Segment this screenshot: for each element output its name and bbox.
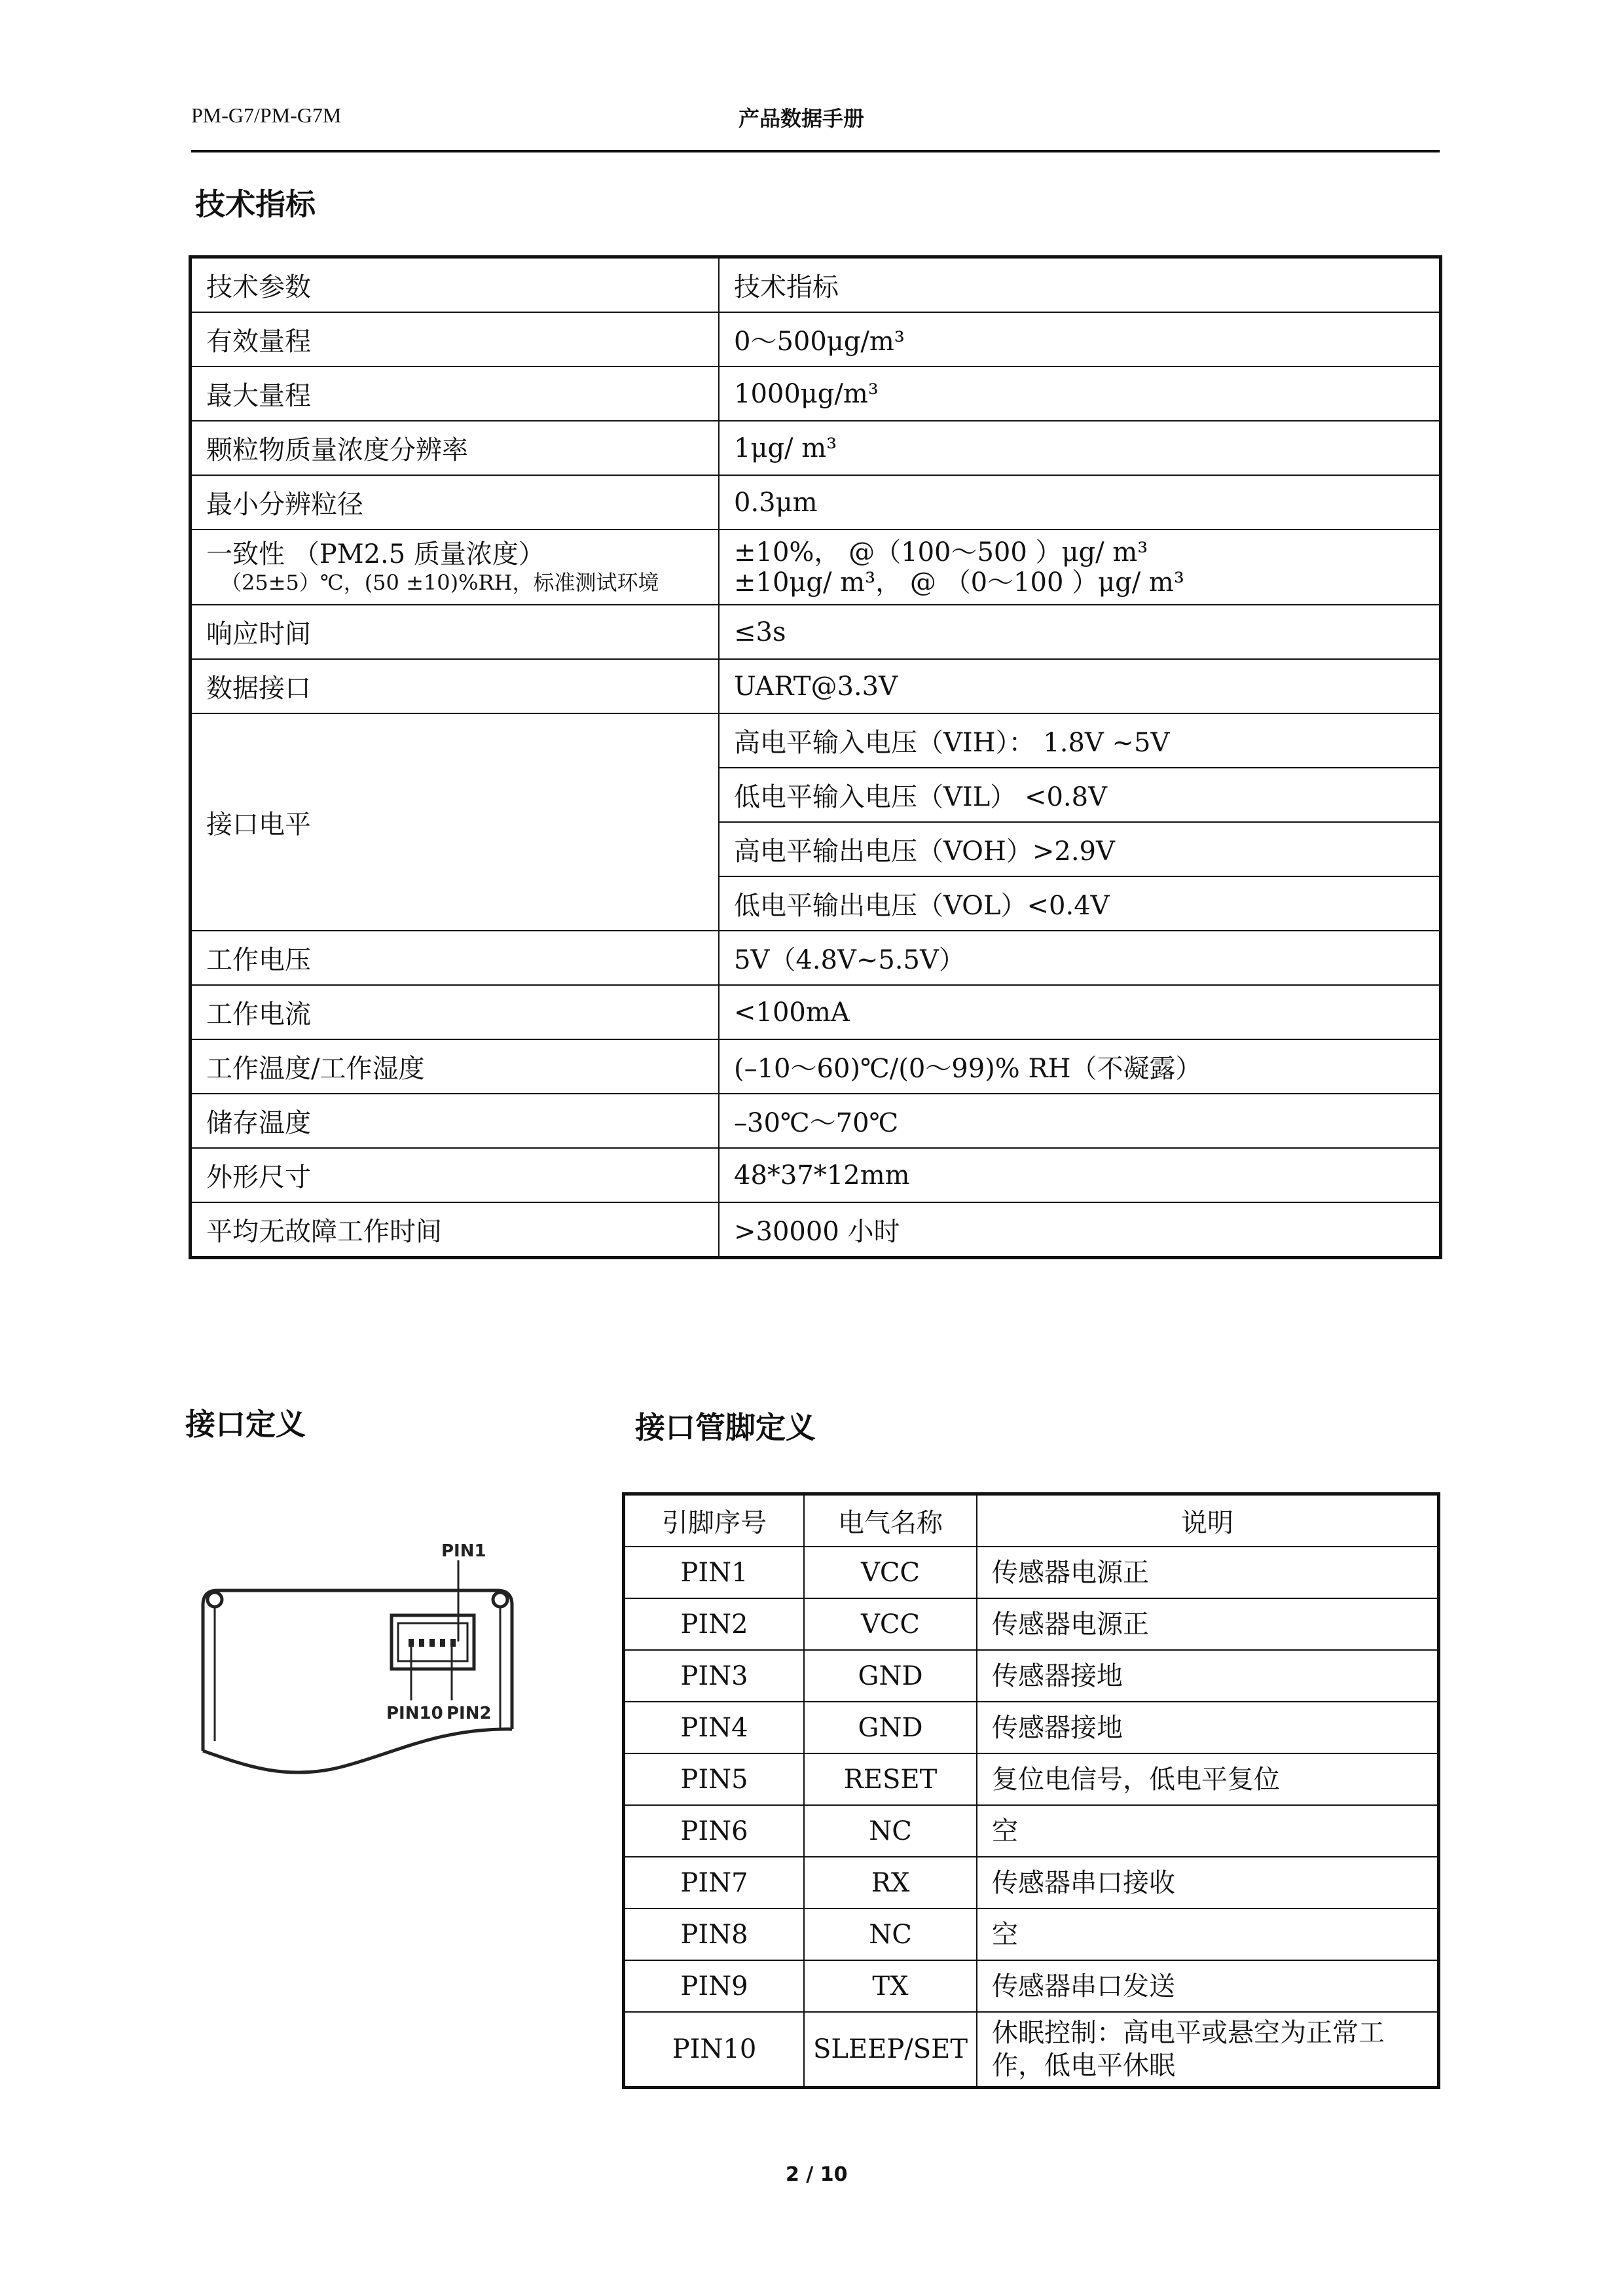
pin-signal: GND bbox=[804, 1702, 977, 1753]
pin-header-desc: 说明 bbox=[977, 1494, 1439, 1547]
pin-description: 传感器接地 bbox=[977, 1650, 1439, 1702]
section-title-interface: 接口定义 bbox=[185, 1407, 306, 1442]
connector-diagram bbox=[190, 1532, 530, 1787]
pin-signal: GND bbox=[804, 1650, 977, 1702]
spec-param bbox=[191, 529, 720, 605]
spec-param: 最大量程 bbox=[191, 367, 720, 421]
pin-number: PIN10 bbox=[624, 2012, 805, 2088]
spec-value: (–10～60)℃/(0～99)% RH（不凝露） bbox=[719, 1039, 1441, 1094]
spec-value: 0～500μg/m³ bbox=[719, 312, 1441, 367]
pin1-label: PIN1 bbox=[441, 1541, 486, 1561]
pin-description: 空 bbox=[977, 1805, 1439, 1857]
spec-param: 颗粒物质量浓度分辨率 bbox=[191, 421, 720, 475]
section-title-pin-definition: 接口管脚定义 bbox=[635, 1410, 816, 1445]
spec-param: 响应时间 bbox=[191, 605, 720, 659]
corner-hole-left bbox=[208, 1592, 222, 1607]
spec-row bbox=[191, 1202, 1441, 1258]
spec-value: >30000 小时 bbox=[719, 1202, 1441, 1258]
spec-param: 外形尺寸 bbox=[191, 1148, 720, 1202]
spec-value: 1μg/ m³ bbox=[719, 421, 1441, 475]
spec-row bbox=[191, 1039, 1441, 1094]
pin-signal: TX bbox=[804, 1960, 977, 2012]
pin-number: PIN3 bbox=[624, 1650, 805, 1702]
page-number: 2 / 10 bbox=[786, 2163, 848, 2186]
pin-row bbox=[624, 1805, 1439, 1857]
spec-value: –30℃～70℃ bbox=[719, 1094, 1441, 1148]
spec-row bbox=[191, 1148, 1441, 1202]
spec-param: 平均无故障工作时间 bbox=[191, 1202, 720, 1258]
pin-number: PIN9 bbox=[624, 1960, 805, 2012]
spec-row bbox=[191, 421, 1441, 475]
section-title-specs: 技术指标 bbox=[195, 187, 316, 222]
spec-row bbox=[191, 1094, 1441, 1148]
pin-row bbox=[624, 1547, 1439, 1598]
spec-param: 储存温度 bbox=[191, 1094, 720, 1148]
pin-signal: RESET bbox=[804, 1753, 977, 1805]
spec-value: <100mA bbox=[719, 985, 1441, 1039]
pin-description: 传感器串口发送 bbox=[977, 1960, 1439, 2012]
spec-param: 工作温度/工作湿度 bbox=[191, 1039, 720, 1094]
pin-number: PIN7 bbox=[624, 1857, 805, 1909]
doc-model-label: PM-G7/PM-G7M bbox=[191, 103, 342, 127]
pin-description: 传感器电源正 bbox=[977, 1547, 1439, 1598]
module-cut-edge bbox=[203, 1729, 512, 1772]
pin-row bbox=[624, 1598, 1439, 1650]
pin-header-row bbox=[624, 1494, 1439, 1547]
spec-row bbox=[191, 367, 1441, 421]
pin-table bbox=[622, 1492, 1440, 2089]
pin-number: PIN8 bbox=[624, 1909, 805, 1960]
spec-row-consistency bbox=[191, 529, 1441, 605]
pin-row bbox=[624, 1650, 1439, 1702]
pin-number: PIN2 bbox=[624, 1598, 805, 1650]
spec-value: 0.3μm bbox=[719, 475, 1441, 529]
spec-param: 有效量程 bbox=[191, 312, 720, 367]
spec-header-row bbox=[191, 257, 1441, 313]
spec-row bbox=[191, 659, 1441, 713]
spec-value: 高电平输入电压（VIH）： 1.8V ~5V bbox=[719, 713, 1441, 768]
spec-table bbox=[189, 255, 1442, 1259]
spec-row bbox=[191, 931, 1441, 985]
spec-row bbox=[191, 312, 1441, 367]
consistency-value-line1: ±10%， @（100～500 ）μg/ m³ bbox=[734, 537, 1148, 567]
spec-value: 48*37*12mm bbox=[719, 1148, 1441, 1202]
pin-row bbox=[624, 1702, 1439, 1753]
spec-param: 工作电流 bbox=[191, 985, 720, 1039]
module-top-edge bbox=[203, 1590, 512, 1605]
pin-description: 传感器串口接收 bbox=[977, 1857, 1439, 1909]
spec-row bbox=[191, 475, 1441, 529]
consistency-note: （25±5）℃，(50 ±10)%RH，标准测试环境 bbox=[221, 569, 659, 595]
pin-number: PIN6 bbox=[624, 1805, 805, 1857]
pin2-label: PIN2 bbox=[447, 1704, 492, 1723]
pin-description: 空 bbox=[977, 1909, 1439, 1960]
spec-param: 接口电平 bbox=[191, 713, 720, 931]
spec-value: 高电平输出电压（VOH）>2.9V bbox=[719, 822, 1441, 876]
spec-value: ≤3s bbox=[719, 605, 1441, 659]
spec-header-param: 技术参数 bbox=[191, 257, 720, 313]
spec-value: 低电平输出电压（VOL）<0.4V bbox=[719, 876, 1441, 931]
pin-row bbox=[624, 1960, 1439, 2012]
pin-row bbox=[624, 1857, 1439, 1909]
consistency-label: 一致性 （PM2.5 质量浓度） bbox=[206, 539, 545, 569]
pin-signal: RX bbox=[804, 1857, 977, 1909]
spec-value: 5V（4.8V~5.5V） bbox=[719, 931, 1441, 985]
spec-param: 最小分辨粒径 bbox=[191, 475, 720, 529]
spec-value: 1000μg/m³ bbox=[719, 367, 1441, 421]
pin-signal: NC bbox=[804, 1909, 977, 1960]
pin-signal: NC bbox=[804, 1805, 977, 1857]
spec-row-interface-level bbox=[191, 713, 1441, 768]
pin-header-name: 电气名称 bbox=[804, 1494, 977, 1547]
pin-row bbox=[624, 1753, 1439, 1805]
spec-value: 低电平输入电压（VIL） <0.8V bbox=[719, 768, 1441, 822]
corner-hole-right bbox=[493, 1592, 507, 1607]
consistency-value-line2: ±10μg/ m³， @ （0～100 ）μg/ m³ bbox=[734, 567, 1184, 598]
doc-type-label: 产品数据手册 bbox=[739, 106, 865, 131]
pin-number: PIN5 bbox=[624, 1753, 805, 1805]
pin-description: 复位电信号，低电平复位 bbox=[977, 1753, 1439, 1805]
pin-row bbox=[624, 1909, 1439, 1960]
pin-description: 传感器接地 bbox=[977, 1702, 1439, 1753]
spec-value: UART@3.3V bbox=[719, 659, 1441, 713]
pin-description: 休眠控制：高电平或悬空为正常工作，低电平休眠 bbox=[977, 2012, 1439, 2088]
pin-description: 传感器电源正 bbox=[977, 1598, 1439, 1650]
pin-row bbox=[624, 2012, 1439, 2088]
pin-number: PIN4 bbox=[624, 1702, 805, 1753]
pin-header-number: 引脚序号 bbox=[624, 1494, 805, 1547]
pin-signal: VCC bbox=[804, 1547, 977, 1598]
header-divider bbox=[191, 150, 1440, 152]
pin-signal: VCC bbox=[804, 1598, 977, 1650]
spec-row bbox=[191, 985, 1441, 1039]
spec-value bbox=[719, 529, 1441, 605]
spec-row bbox=[191, 605, 1441, 659]
spec-param: 数据接口 bbox=[191, 659, 720, 713]
spec-header-value: 技术指标 bbox=[719, 257, 1441, 313]
pin10-label: PIN10 bbox=[386, 1704, 443, 1723]
pin-number: PIN1 bbox=[624, 1547, 805, 1598]
spec-param: 工作电压 bbox=[191, 931, 720, 985]
pin-signal: SLEEP/SET bbox=[804, 2012, 977, 2088]
